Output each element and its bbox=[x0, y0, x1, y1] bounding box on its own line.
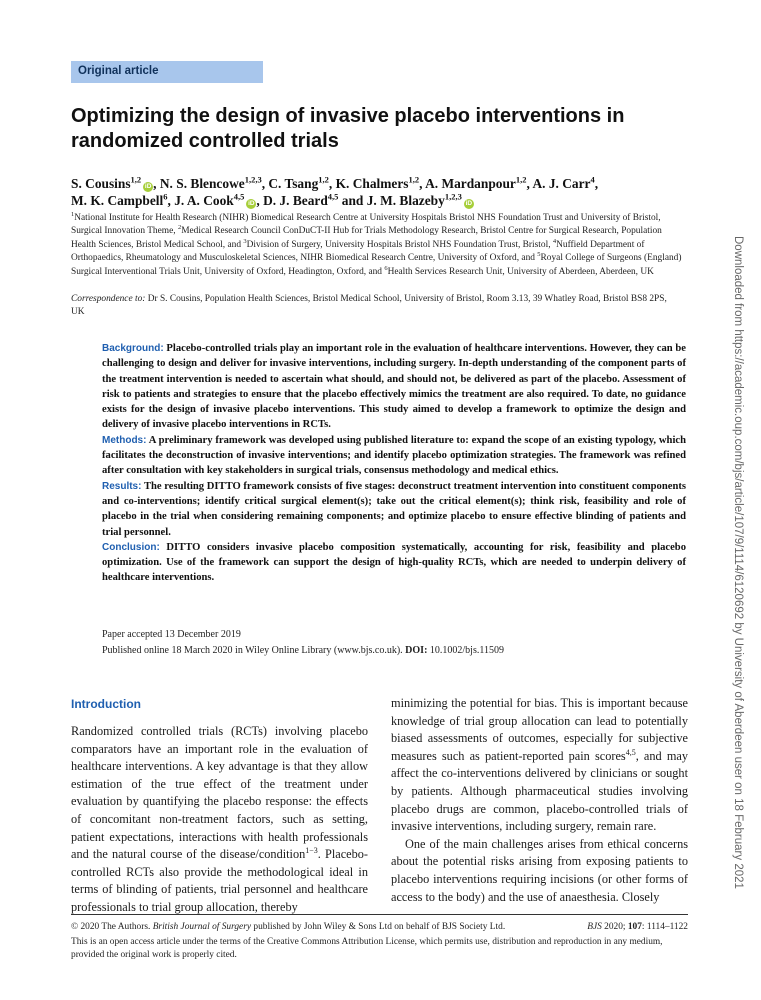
footer-divider bbox=[71, 914, 688, 915]
footer-license: This is an open access article under the terms of the Creative Commons Attribution License, which permits use, distribution and reproduction in any medium, provided the original work is properly cited. bbox=[71, 937, 663, 960]
affiliation-4: Nuffield Department of Orthopaedics, Rheumatology and Musculoskeletal Sciences, NIHR Biomedical Research Centre, University of Oxford, and bbox=[71, 239, 645, 264]
author-affil-sup: 1,2,3 bbox=[444, 191, 462, 202]
author-affil-sup: 1,2 bbox=[318, 174, 329, 185]
intro-paragraph-1-cont bbox=[391, 695, 688, 836]
citation-sup[interactable]: 4,5 bbox=[625, 747, 636, 757]
author-affil-sup: 6 bbox=[163, 191, 168, 202]
intro-text: , and may affect the co-interventions delivered by clinicians or sought by patients. Although pharmaceutical studies involving placebo drugs are common, placebo-controlled trials of invasive interventions, including surgery, remain rare. bbox=[391, 748, 688, 834]
cite-journal: BJS bbox=[587, 922, 602, 932]
abstract bbox=[102, 341, 686, 586]
intro-text: . Placebo-controlled RCTs also provide the methodological ideal in terms of blinding of patients, trial personnel and healthcare professionals to trial group allocation, thereby bbox=[71, 847, 368, 914]
abstract-methods-label: Methods: bbox=[102, 434, 147, 446]
abstract-methods-text: A preliminary framework was developed using published literature to: expand the scope of an existing typology, which facilitates the deconstruction of invasive interventions; and identify placebo optimization strategies. The framework was refined after consultation with key stakeholders in surgical trials, consensus methodology and medical ethics. bbox=[102, 434, 686, 477]
intro-text: minimizing the potential for bias. This is important because knowledge of trial group allocation can lead to potentially biased assessments of outcomes, especially for subjective measures such as patient-reported pain scores bbox=[391, 696, 688, 763]
author-name[interactable]: J. A. Cook bbox=[174, 193, 234, 208]
abstract-conclusion bbox=[102, 540, 686, 586]
author-affil-sup: 1,2 bbox=[515, 174, 527, 185]
abstract-background-text: Placebo-controlled trials play an important role in the evaluation of healthcare interventions. However, they can be challenging to design and deliver for invasive interventions, including surgery. In-depth understanding of the component parts of the treatment intervention is needed to ascertain what should, and should not, be delivered as part of the placebo. Assessment of risk to patients and strategies to ensure that the placebo effectively mimics the treatment are also required. To date, no guidance exists for the design of invasive placebo interventions. This study aimed to develop a framework to optimize the design and delivery of invasive placebo interventions in RCTs. bbox=[102, 343, 686, 431]
published-line bbox=[102, 643, 686, 659]
accepted-date: Paper accepted 13 December 2019 bbox=[102, 629, 241, 640]
author-name[interactable]: S. Cousins bbox=[71, 176, 131, 191]
author-list: S. Cousins$^{1,2}$iD , N. S. Blencowe$^{1,2,3}$, C. Tsang$^{1,2}$, K. Chalmers$^{1,2}$, A. Mardanpour$^{1,2}$, A. J. Carr$^4$, M. K. Campbell$^6$, J. A. Cook$^{4,5}$iD , D. J. Beard$^{4,5}$ and J. M. Blazeby$^{1,2,3}$iD bbox=[71, 174, 599, 208]
affiliation-1: National Institute for Health Research (NIHR) Biomedical Research Centre at University Hospitals Bristol NHS Foundation Trust and University of Bristol, Surgical Innovation Theme, bbox=[71, 213, 661, 237]
abstract-methods bbox=[102, 433, 686, 479]
copyright-prefix: © 2020 The Authors. bbox=[71, 922, 151, 932]
abstract-background bbox=[102, 341, 686, 433]
author-affil-sup: 1,2 bbox=[130, 174, 142, 185]
copyright-suffix: published by John Wiley & Sons Ltd on behalf of BJS Society Ltd. bbox=[253, 922, 506, 932]
introduction-heading: Introduction bbox=[71, 697, 141, 711]
publication-dates bbox=[102, 627, 686, 658]
article-title: Optimizing the design of invasive placebo interventions in randomized controlled trials bbox=[71, 105, 625, 152]
cite-pages: : 1114–1122 bbox=[641, 922, 688, 932]
author-name[interactable]: N. S. Blencowe bbox=[159, 176, 245, 191]
affiliation-5: Royal College of Surgeons (England) Surgical Interventional Trials Unit, University of Oxford, Headington, Oxford, and bbox=[71, 253, 682, 277]
affiliation-2: Medical Research Council ConDuCT-II Hub for Trials Methodology Research, Bristol Centre for Surgical Research, Population Health Sciences, Bristol Medical School, and bbox=[71, 226, 662, 250]
abstract-conclusion-text: DITTO considers invasive placebo composition systematically, accounting for risk, feasibility and placebo optimization. Use of the framework can support the design of high-quality RCTs, which are needed to underpin delivery of healthcare interventions. bbox=[102, 541, 686, 584]
abstract-conclusion-label: Conclusion: bbox=[102, 541, 160, 553]
body-column-left bbox=[71, 723, 368, 917]
author-name[interactable]: C. Tsang bbox=[268, 176, 319, 191]
author-name[interactable]: J. M. Blazeby bbox=[366, 193, 445, 208]
download-watermark: Downloaded from https://academic.oup.com/bjs/article/107/9/1114/6120692 by University of Aberdeen user on 18 February 2021 bbox=[732, 236, 744, 889]
body-column-right bbox=[391, 695, 688, 906]
article-type-badge: Original article bbox=[71, 61, 263, 83]
intro-paragraph-1 bbox=[71, 723, 368, 917]
correspondence bbox=[71, 293, 671, 320]
published-date: Published online 18 March 2020 in Wiley Online Library (www.bjs.co.uk). bbox=[102, 644, 403, 656]
cite-volume: 107 bbox=[627, 922, 642, 932]
author-name[interactable]: A. Mardanpour bbox=[425, 176, 516, 191]
affiliations: $^1$National Institute for Health Research (NIHR) Biomedical Research Centre at University Hospitals Bristol NHS Foundation Trust and University of Bristol, Surgical Innovation Theme, $^2$Medical Research Council ConDuCT-II Hub for Trials Methodology Research, Bristol Centre for Surgical Research, Population Health Sciences, Bristol Medical School, and $^3$Division of Surgery, University Hospitals Bristol NHS Foundation Trust, Bristol, $^4$Nuffield Department of Orthopaedics, Rheumatology and Musculoskeletal Sciences, NIHR Biomedical Research Centre, University of Oxford, and $^5$Royal College of Surgeons (England) Surgical Interventional Trials Unit, University of Oxford, Headington, Oxford, and $^6$Health Services Research Unit, University of Aberdeen, Aberdeen, UK bbox=[71, 210, 682, 277]
orcid-icon[interactable]: iD bbox=[144, 183, 152, 190]
author-affil-sup: 1,2 bbox=[408, 174, 420, 185]
author-affil-sup: 4 bbox=[590, 174, 595, 185]
abstract-background-label: Background: bbox=[102, 343, 164, 354]
footer-copyright bbox=[71, 922, 571, 932]
author-name[interactable]: D. J. Beard bbox=[263, 193, 328, 208]
abstract-results-text: The resulting DITTO framework consists of five stages: deconstruct treatment intervention into constituent components and co-interventions; identify critical surgical element(s); take out the critical element(s); think risk, feasibility and role of placebo in the trial when considering remaining components; and optimize placebo to ensure effective blinding of patients and trial personnel. bbox=[102, 480, 686, 538]
doi-link[interactable]: 10.1002/bjs.11509 bbox=[429, 644, 504, 656]
author-name[interactable]: A. J. Carr bbox=[532, 176, 591, 191]
author-affil-sup: 4,5 bbox=[233, 191, 245, 202]
author-affil-sup: 4,5 bbox=[327, 191, 339, 202]
doi-label: DOI: bbox=[405, 644, 428, 656]
affiliation-3: Division of Surgery, University Hospitals Bristol NHS Foundation Trust, Bristol, bbox=[246, 239, 551, 250]
author-name[interactable]: M. K. Campbell bbox=[71, 193, 164, 208]
abstract-results-label: Results: bbox=[102, 480, 142, 492]
citation-sup[interactable]: 1−3 bbox=[305, 846, 318, 856]
orcid-icon[interactable]: iD bbox=[248, 200, 255, 207]
abstract-results bbox=[102, 479, 686, 540]
author-name[interactable]: K. Chalmers bbox=[335, 176, 409, 191]
intro-text: Randomized controlled trials (RCTs) involving placebo comparators have an important role in the evaluation of healthcare interventions. A key advantage is that they allow estimation of the true effect of the treatment under evaluation by quantifying the placebo response: the effects of concomitant non-treatment factors, such as setting, patient expectations, interactions with health professionals and the natural course of the disease/condition bbox=[71, 724, 368, 862]
affiliation-6: Health Services Research Unit, University of Aberdeen, Aberdeen, UK bbox=[387, 266, 654, 277]
orcid-icon[interactable]: iD bbox=[465, 200, 473, 207]
correspondence-text: Dr S. Cousins, Population Health Sciences, Bristol Medical School, University of Bristol, Room 3.13, 39 Whatley Road, Bristol BS8 2PS, UK bbox=[71, 294, 667, 318]
footer-citation bbox=[587, 922, 688, 932]
cite-year: 2020; bbox=[604, 922, 626, 932]
correspondence-label: Correspondence to: bbox=[71, 294, 146, 304]
author-affil-sup: 1,2,3 bbox=[244, 174, 262, 185]
journal-name: British Journal of Surgery bbox=[152, 922, 252, 932]
intro-paragraph-2: One of the main challenges arises from ethical concerns about the potential risks arising from exposing patients to placebo interventions requiring incisions (or other forms of access to the body) and the use of anaesthesia. Closely bbox=[391, 836, 688, 904]
